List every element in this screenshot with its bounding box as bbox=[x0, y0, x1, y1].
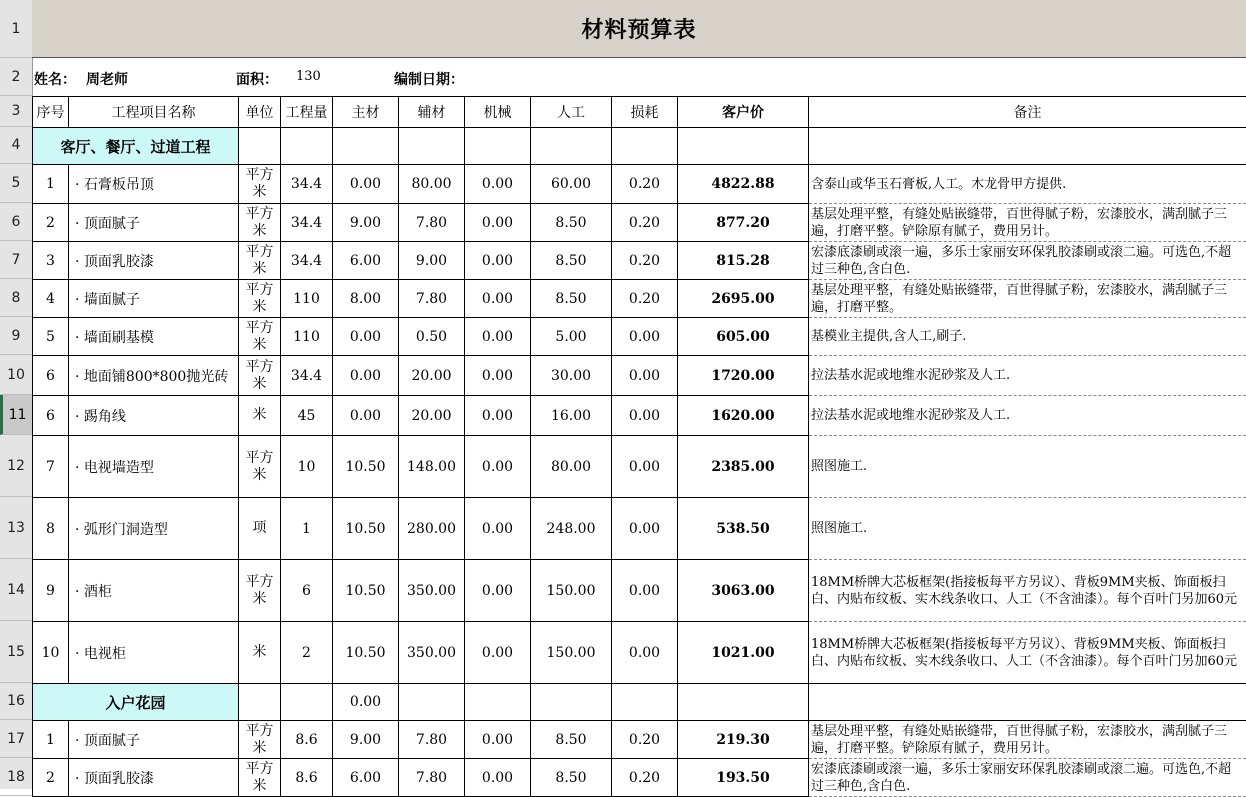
empty-cell[interactable] bbox=[239, 128, 281, 165]
row-number[interactable]: 13 bbox=[0, 497, 32, 559]
remarks-cell[interactable]: 照图施工. bbox=[809, 498, 1246, 560]
quantity-cell[interactable]: 2 bbox=[281, 622, 333, 684]
aux-material-cell[interactable]: 20.00 bbox=[399, 396, 465, 436]
empty-cell[interactable] bbox=[465, 684, 531, 721]
machinery-cell[interactable]: 0.00 bbox=[465, 318, 531, 356]
quantity-cell[interactable]: 1 bbox=[281, 498, 333, 560]
unit-cell[interactable]: 项 bbox=[239, 498, 281, 560]
labor-cell[interactable]: 60.00 bbox=[531, 165, 612, 204]
loss-cell[interactable]: 0.00 bbox=[612, 436, 678, 498]
machinery-cell[interactable]: 0.00 bbox=[465, 560, 531, 622]
quantity-cell[interactable]: 6 bbox=[281, 560, 333, 622]
item-name-cell[interactable]: · 电视柜 bbox=[69, 622, 239, 684]
empty-cell[interactable] bbox=[281, 684, 333, 721]
loss-cell[interactable]: 0.00 bbox=[612, 560, 678, 622]
section-title[interactable]: 客厅、餐厅、过道工程 bbox=[33, 128, 239, 165]
name-value[interactable]: 周老师 bbox=[86, 69, 128, 89]
customer-price-cell[interactable]: 1620.00 bbox=[678, 396, 809, 436]
quantity-cell[interactable]: 34.4 bbox=[281, 356, 333, 396]
main-material-cell[interactable]: 0.00 bbox=[333, 356, 399, 396]
budget-table bbox=[32, 96, 1246, 797]
table-row bbox=[33, 204, 1246, 242]
empty-cell[interactable] bbox=[809, 128, 1246, 165]
unit-cell[interactable]: 平方米 bbox=[239, 721, 281, 759]
customer-price-cell[interactable]: 4822.88 bbox=[678, 165, 809, 204]
machinery-cell[interactable]: 0.00 bbox=[465, 721, 531, 759]
spreadsheet-grid bbox=[32, 0, 1246, 789]
customer-price-cell[interactable]: 219.30 bbox=[678, 721, 809, 759]
item-name-cell[interactable]: · 石膏板吊顶 bbox=[69, 165, 239, 204]
header-cell[interactable]: 单位 bbox=[239, 97, 281, 128]
header-row bbox=[33, 97, 1246, 128]
main-material-cell[interactable]: 10.50 bbox=[333, 560, 399, 622]
item-name-cell[interactable]: · 地面铺800*800抛光砖 bbox=[69, 356, 239, 396]
table-row bbox=[33, 165, 1246, 204]
header-cell[interactable]: 客户价 bbox=[678, 97, 809, 128]
empty-cell[interactable] bbox=[678, 684, 809, 721]
remarks-cell[interactable]: 基层处理平整，有缝处贴嵌缝带，百世得腻子粉，宏漆胶水，满刮腻子三遍，打磨平整。铲除原有腻子，费用另计。 bbox=[809, 721, 1246, 759]
machinery-cell[interactable]: 0.00 bbox=[465, 498, 531, 560]
remarks-cell[interactable]: 基层处理平整，有缝处贴嵌缝带，百世得腻子粉，宏漆胶水，满刮腻子三遍，打磨平整。铲除原有腻子，费用另计。 bbox=[809, 204, 1246, 242]
header-cell[interactable]: 备注 bbox=[809, 97, 1246, 128]
labor-cell[interactable]: 5.00 bbox=[531, 318, 612, 356]
table-row bbox=[33, 622, 1246, 684]
quantity-cell[interactable]: 110 bbox=[281, 280, 333, 318]
header-cell[interactable]: 辅材 bbox=[399, 97, 465, 128]
empty-cell[interactable] bbox=[399, 128, 465, 165]
loss-cell[interactable]: 0.00 bbox=[612, 356, 678, 396]
labor-cell[interactable]: 8.50 bbox=[531, 759, 612, 797]
unit-cell[interactable]: 米 bbox=[239, 396, 281, 436]
empty-cell[interactable] bbox=[809, 684, 1246, 721]
remarks-cell[interactable]: 拉法基水泥或地维水泥砂浆及人工. bbox=[809, 356, 1246, 396]
item-name-cell[interactable]: · 酒柜 bbox=[69, 560, 239, 622]
row-number[interactable]: 5 bbox=[0, 164, 32, 203]
empty-cell[interactable] bbox=[678, 128, 809, 165]
row-number-cell[interactable]: 6 bbox=[33, 396, 69, 436]
item-name-cell[interactable]: · 墙面刷基模 bbox=[69, 318, 239, 356]
labor-cell[interactable]: 8.50 bbox=[531, 280, 612, 318]
info-row bbox=[32, 58, 1246, 96]
date-label[interactable]: 编制日期： bbox=[394, 69, 464, 89]
main-material-cell[interactable]: 8.00 bbox=[333, 280, 399, 318]
main-material-cell[interactable]: 0.00 bbox=[333, 165, 399, 204]
empty-cell[interactable] bbox=[399, 684, 465, 721]
row-number[interactable]: 9 bbox=[0, 317, 32, 355]
quantity-cell[interactable]: 8.6 bbox=[281, 721, 333, 759]
main-material-cell[interactable]: 0.00 bbox=[333, 318, 399, 356]
aux-material-cell[interactable]: 148.00 bbox=[399, 436, 465, 498]
row-number[interactable]: 7 bbox=[0, 241, 32, 279]
customer-price-cell[interactable]: 877.20 bbox=[678, 204, 809, 242]
machinery-cell[interactable]: 0.00 bbox=[465, 396, 531, 436]
customer-price-cell[interactable]: 605.00 bbox=[678, 318, 809, 356]
aux-material-cell[interactable]: 0.50 bbox=[399, 318, 465, 356]
row-number-cell[interactable]: 9 bbox=[33, 560, 69, 622]
loss-cell[interactable]: 0.00 bbox=[612, 318, 678, 356]
unit-cell[interactable]: 平方米 bbox=[239, 165, 281, 204]
labor-cell[interactable]: 150.00 bbox=[531, 622, 612, 684]
customer-price-cell[interactable]: 2385.00 bbox=[678, 436, 809, 498]
customer-price-cell[interactable]: 3063.00 bbox=[678, 560, 809, 622]
row-number-cell[interactable]: 10 bbox=[33, 622, 69, 684]
header-cell[interactable]: 主材 bbox=[333, 97, 399, 128]
header-cell[interactable]: 序号 bbox=[33, 97, 69, 128]
customer-price-cell[interactable]: 2695.00 bbox=[678, 280, 809, 318]
unit-cell[interactable]: 平方米 bbox=[239, 204, 281, 242]
loss-cell[interactable]: 0.00 bbox=[612, 396, 678, 436]
main-material-cell[interactable]: 9.00 bbox=[333, 204, 399, 242]
unit-cell[interactable]: 平方米 bbox=[239, 759, 281, 797]
empty-cell[interactable] bbox=[239, 684, 281, 721]
row-number-cell[interactable]: 2 bbox=[33, 204, 69, 242]
row-number[interactable]: 6 bbox=[0, 203, 32, 241]
labor-cell[interactable]: 8.50 bbox=[531, 721, 612, 759]
machinery-cell[interactable]: 0.00 bbox=[465, 436, 531, 498]
sheet-title[interactable]: 材料预算表 bbox=[32, 0, 1246, 58]
row-number[interactable]: 2 bbox=[0, 58, 32, 96]
remarks-cell[interactable]: 照图施工. bbox=[809, 436, 1246, 498]
row-number-cell[interactable]: 3 bbox=[33, 242, 69, 280]
main-material-cell[interactable]: 6.00 bbox=[333, 759, 399, 797]
loss-cell[interactable]: 0.20 bbox=[612, 759, 678, 797]
table-row bbox=[33, 280, 1246, 318]
machinery-cell[interactable]: 0.00 bbox=[465, 356, 531, 396]
header-cell[interactable]: 人工 bbox=[531, 97, 612, 128]
main-material-cell[interactable]: 0.00 bbox=[333, 396, 399, 436]
table-row bbox=[33, 242, 1246, 280]
loss-cell[interactable]: 0.00 bbox=[612, 498, 678, 560]
empty-cell[interactable] bbox=[531, 684, 612, 721]
aux-material-cell[interactable]: 350.00 bbox=[399, 622, 465, 684]
row-number[interactable]: 11 bbox=[0, 395, 32, 435]
unit-cell[interactable]: 平方米 bbox=[239, 242, 281, 280]
loss-cell[interactable]: 0.00 bbox=[612, 622, 678, 684]
quantity-cell[interactable]: 45 bbox=[281, 396, 333, 436]
machinery-cell[interactable]: 0.00 bbox=[465, 622, 531, 684]
row-number-cell[interactable]: 8 bbox=[33, 498, 69, 560]
labor-cell[interactable]: 16.00 bbox=[531, 396, 612, 436]
labor-cell[interactable]: 8.50 bbox=[531, 204, 612, 242]
row-number[interactable]: 12 bbox=[0, 435, 32, 497]
empty-cell[interactable] bbox=[281, 128, 333, 165]
remarks-cell[interactable]: 18MM桥牌大芯板框架(指接板每平方另议）、背板9MM夹板、饰面板扫白、内贴布纹板、实木线条收口、人工（不含油漆）。每个百叶门另加60元 bbox=[809, 622, 1246, 684]
remarks-cell[interactable]: 基模业主提供,含人工,刷子. bbox=[809, 318, 1246, 356]
aux-material-cell[interactable]: 20.00 bbox=[399, 356, 465, 396]
machinery-cell[interactable]: 0.00 bbox=[465, 280, 531, 318]
row-number[interactable]: 4 bbox=[0, 127, 32, 164]
row-number[interactable]: 8 bbox=[0, 279, 32, 317]
quantity-cell[interactable]: 110 bbox=[281, 318, 333, 356]
unit-cell[interactable]: 平方米 bbox=[239, 560, 281, 622]
labor-cell[interactable]: 30.00 bbox=[531, 356, 612, 396]
labor-cell[interactable]: 150.00 bbox=[531, 560, 612, 622]
item-name-cell[interactable]: · 顶面腻子 bbox=[69, 721, 239, 759]
table-row bbox=[33, 721, 1246, 759]
row-number-cell[interactable]: 2 bbox=[33, 759, 69, 797]
loss-cell[interactable]: 0.20 bbox=[612, 165, 678, 204]
row-number[interactable]: 14 bbox=[0, 559, 32, 621]
remarks-cell[interactable]: 基层处理平整，有缝处贴嵌缝带，百世得腻子粉，宏漆胶水，满刮腻子三遍，打磨平整。 bbox=[809, 280, 1246, 318]
main-material-cell[interactable]: 10.50 bbox=[333, 622, 399, 684]
empty-cell[interactable] bbox=[612, 128, 678, 165]
remarks-cell[interactable]: 18MM桥牌大芯板框架(指接板每平方另议）、背板9MM夹板、饰面板扫白、内贴布纹板、实木线条收口、人工（不含油漆）。每个百叶门另加60元 bbox=[809, 560, 1246, 622]
aux-material-cell[interactable]: 350.00 bbox=[399, 560, 465, 622]
aux-material-cell[interactable]: 7.80 bbox=[399, 721, 465, 759]
header-cell[interactable]: 工程量 bbox=[281, 97, 333, 128]
item-name-cell[interactable]: · 电视墙造型 bbox=[69, 436, 239, 498]
aux-material-cell[interactable]: 7.80 bbox=[399, 759, 465, 797]
row-number[interactable]: 10 bbox=[0, 355, 32, 395]
section-row bbox=[33, 684, 1246, 721]
table-row bbox=[33, 498, 1246, 560]
aux-material-cell[interactable]: 280.00 bbox=[399, 498, 465, 560]
aux-material-cell[interactable]: 9.00 bbox=[399, 242, 465, 280]
labor-cell[interactable]: 248.00 bbox=[531, 498, 612, 560]
customer-price-cell[interactable]: 193.50 bbox=[678, 759, 809, 797]
header-cell[interactable]: 工程项目名称 bbox=[69, 97, 239, 128]
remarks-cell[interactable]: 含泰山或华玉石膏板,人工。木龙骨甲方提供. bbox=[809, 165, 1246, 204]
labor-cell[interactable]: 8.50 bbox=[531, 242, 612, 280]
customer-price-cell[interactable]: 1720.00 bbox=[678, 356, 809, 396]
aux-material-cell[interactable]: 7.80 bbox=[399, 280, 465, 318]
loss-cell[interactable]: 0.20 bbox=[612, 204, 678, 242]
remarks-cell[interactable]: 宏漆底漆刷或滚一遍，多乐士家丽安环保乳胶漆刷或滚二遍。可选色,不超过三种色,含白色. bbox=[809, 759, 1246, 797]
section-row bbox=[33, 128, 1246, 165]
row-number[interactable]: 1 bbox=[0, 0, 32, 58]
machinery-cell[interactable]: 0.00 bbox=[465, 165, 531, 204]
row-number[interactable]: 17 bbox=[0, 720, 32, 758]
row-number-cell[interactable]: 6 bbox=[33, 356, 69, 396]
item-name-cell[interactable]: · 顶面乳胶漆 bbox=[69, 242, 239, 280]
empty-cell[interactable] bbox=[612, 684, 678, 721]
loss-cell[interactable]: 0.20 bbox=[612, 280, 678, 318]
section-aux-cell[interactable] bbox=[333, 128, 399, 165]
quantity-cell[interactable]: 34.4 bbox=[281, 204, 333, 242]
remarks-cell[interactable]: 拉法基水泥或地维水泥砂浆及人工. bbox=[809, 396, 1246, 436]
quantity-cell[interactable]: 34.4 bbox=[281, 165, 333, 204]
item-name-cell[interactable]: · 顶面乳胶漆 bbox=[69, 759, 239, 797]
customer-price-cell[interactable]: 1021.00 bbox=[678, 622, 809, 684]
table-row bbox=[33, 318, 1246, 356]
labor-cell[interactable]: 80.00 bbox=[531, 436, 612, 498]
loss-cell[interactable]: 0.20 bbox=[612, 242, 678, 280]
section-title[interactable]: 入户花园 bbox=[33, 684, 239, 721]
name-label[interactable]: 姓名： bbox=[34, 69, 76, 89]
row-header-column bbox=[0, 0, 33, 789]
quantity-cell[interactable]: 34.4 bbox=[281, 242, 333, 280]
table-row bbox=[33, 436, 1246, 498]
unit-cell[interactable]: 平方米 bbox=[239, 318, 281, 356]
unit-cell[interactable]: 平方米 bbox=[239, 280, 281, 318]
machinery-cell[interactable]: 0.00 bbox=[465, 242, 531, 280]
row-number-cell[interactable]: 4 bbox=[33, 280, 69, 318]
unit-cell[interactable]: 平方米 bbox=[239, 436, 281, 498]
table-row bbox=[33, 356, 1246, 396]
section-aux-cell[interactable]: 0.00 bbox=[333, 684, 399, 721]
remarks-cell[interactable]: 宏漆底漆刷或滚一遍，多乐士家丽安环保乳胶漆刷或滚二遍。可选色,不超过三种色,含白色. bbox=[809, 242, 1246, 280]
loss-cell[interactable]: 0.20 bbox=[612, 721, 678, 759]
unit-cell[interactable]: 米 bbox=[239, 622, 281, 684]
unit-cell[interactable]: 平方米 bbox=[239, 356, 281, 396]
main-material-cell[interactable]: 9.00 bbox=[333, 721, 399, 759]
row-number-cell[interactable]: 1 bbox=[33, 165, 69, 204]
machinery-cell[interactable]: 0.00 bbox=[465, 204, 531, 242]
row-number-cell[interactable]: 5 bbox=[33, 318, 69, 356]
header-cell[interactable]: 损耗 bbox=[612, 97, 678, 128]
row-number[interactable]: 16 bbox=[0, 683, 32, 720]
item-name-cell[interactable]: · 顶面腻子 bbox=[69, 204, 239, 242]
aux-material-cell[interactable]: 80.00 bbox=[399, 165, 465, 204]
row-number[interactable]: 18 bbox=[0, 758, 32, 796]
machinery-cell[interactable]: 0.00 bbox=[465, 759, 531, 797]
area-value[interactable]: 130 bbox=[296, 69, 321, 84]
main-material-cell[interactable]: 6.00 bbox=[333, 242, 399, 280]
quantity-cell[interactable]: 8.6 bbox=[281, 759, 333, 797]
customer-price-cell[interactable]: 538.50 bbox=[678, 498, 809, 560]
quantity-cell[interactable]: 10 bbox=[281, 436, 333, 498]
item-name-cell[interactable]: · 弧形门洞造型 bbox=[69, 498, 239, 560]
aux-material-cell[interactable]: 7.80 bbox=[399, 204, 465, 242]
empty-cell[interactable] bbox=[465, 128, 531, 165]
empty-cell[interactable] bbox=[531, 128, 612, 165]
table-row bbox=[33, 759, 1246, 797]
row-number[interactable]: 3 bbox=[0, 96, 32, 127]
table-row bbox=[33, 396, 1246, 436]
table-row bbox=[33, 560, 1246, 622]
main-material-cell[interactable]: 10.50 bbox=[333, 498, 399, 560]
item-name-cell[interactable]: · 踢角线 bbox=[69, 396, 239, 436]
row-number-cell[interactable]: 1 bbox=[33, 721, 69, 759]
header-cell[interactable]: 机械 bbox=[465, 97, 531, 128]
area-label[interactable]: 面积： bbox=[236, 69, 278, 89]
row-number[interactable]: 15 bbox=[0, 621, 32, 683]
main-material-cell[interactable]: 10.50 bbox=[333, 436, 399, 498]
row-number-cell[interactable]: 7 bbox=[33, 436, 69, 498]
customer-price-cell[interactable]: 815.28 bbox=[678, 242, 809, 280]
item-name-cell[interactable]: · 墙面腻子 bbox=[69, 280, 239, 318]
